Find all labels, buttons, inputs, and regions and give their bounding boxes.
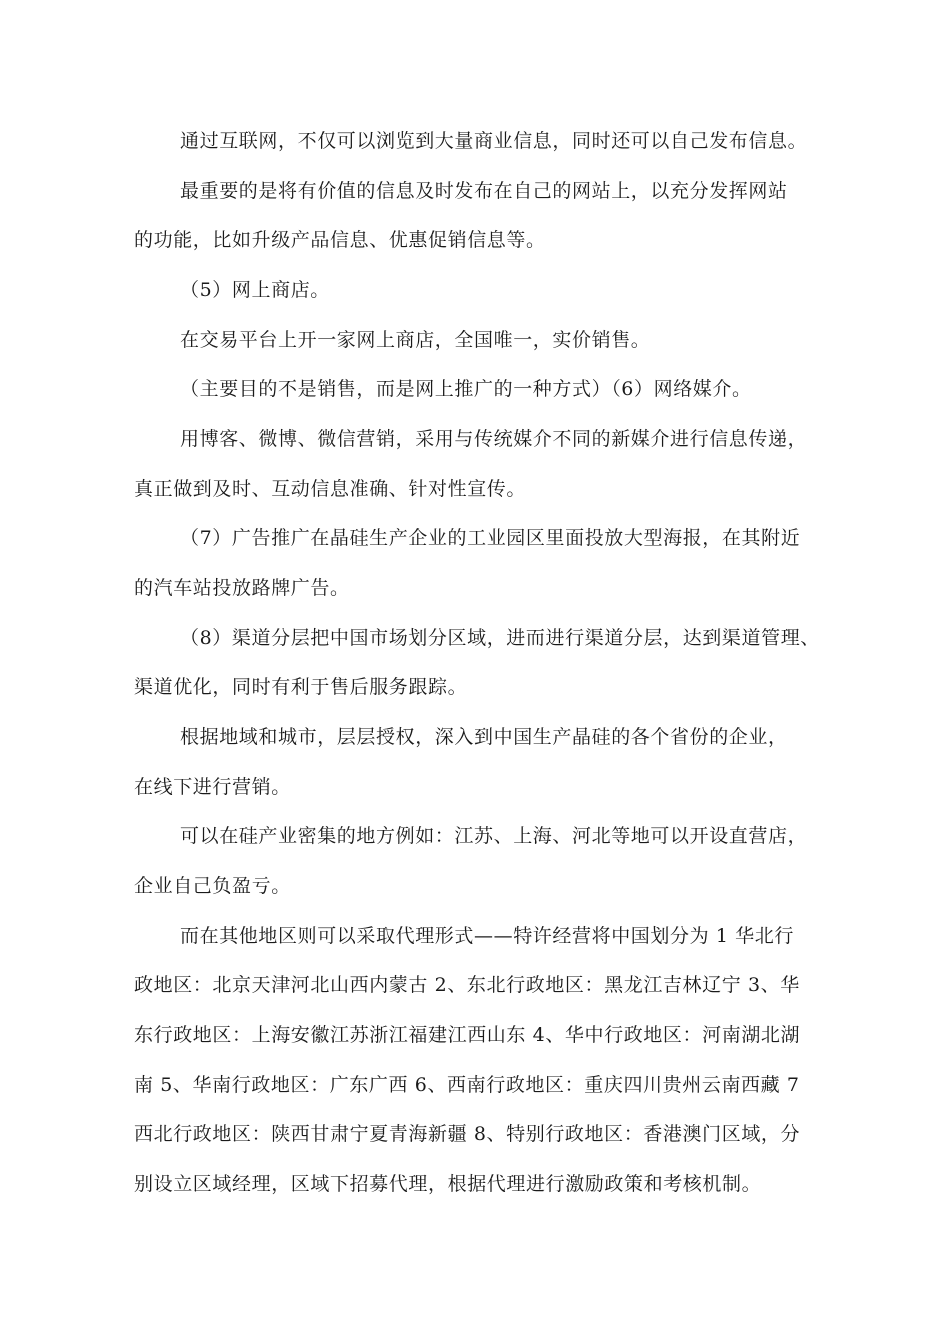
text-line: 的功能，比如升级产品信息、优惠促销信息等。 [134,229,546,251]
text-line: 最重要的是将有价值的信息及时发布在自己的网站上，以充分发挥网站 [180,180,788,202]
text-line: （8）渠道分层把中国市场划分区域，进而进行渠道分层，达到渠道管理、 [180,627,820,649]
text-line: 企业自己负盈亏。 [134,875,291,897]
text-line: （7）广告推广在晶硅生产企业的工业园区里面投放大型海报，在其附近 [180,527,801,549]
text-line: 在交易平台上开一家网上商店，全国唯一，实价销售。 [180,329,651,351]
text-line: （5）网上商店。 [180,279,330,301]
text-line: （主要目的不是销售，而是网上推广的一种方式）（6）网络媒介。 [180,378,752,400]
text-line: 南 5、华南行政地区：广东广西 6、西南行政地区：重庆四川贵州云南西藏 7 [134,1074,800,1096]
text-line: 别设立区域经理，区域下招募代理，根据代理进行激励政策和考核机制。 [134,1173,762,1195]
text-line: 在线下进行营销。 [134,776,291,798]
text-line: 真正做到及时、互动信息准确、针对性宣传。 [134,478,527,500]
text-line: 东行政地区：上海安徽江苏浙江福建江西山东 4、华中行政地区：河南湖北湖 [134,1024,801,1046]
text-line: 西北行政地区：陕西甘肃宁夏青海新疆 8、特别行政地区：香港澳门区域，分 [134,1123,801,1145]
text-line: 政地区：北京天津河北山西内蒙古 2、东北行政地区：黑龙江吉林辽宁 3、华 [134,974,800,996]
text-line: 用博客、微博、微信营销，采用与传统媒介不同的新媒介进行信息传递， [180,428,808,450]
text-line: 而在其他地区则可以采取代理形式——特许经营将中国划分为 1 华北行 [180,925,794,947]
text-line: 渠道优化，同时有利于售后服务跟踪。 [134,676,468,698]
text-line: 通过互联网，不仅可以浏览到大量商业信息，同时还可以自己发布信息。 [180,130,808,152]
text-line: 根据地域和城市，层层授权，深入到中国生产晶硅的各个省份的企业， [180,726,788,748]
text-line: 的汽车站投放路牌广告。 [134,577,350,599]
text-line: 可以在硅产业密集的地方例如：江苏、上海、河北等地可以开设直营店， [180,825,808,847]
